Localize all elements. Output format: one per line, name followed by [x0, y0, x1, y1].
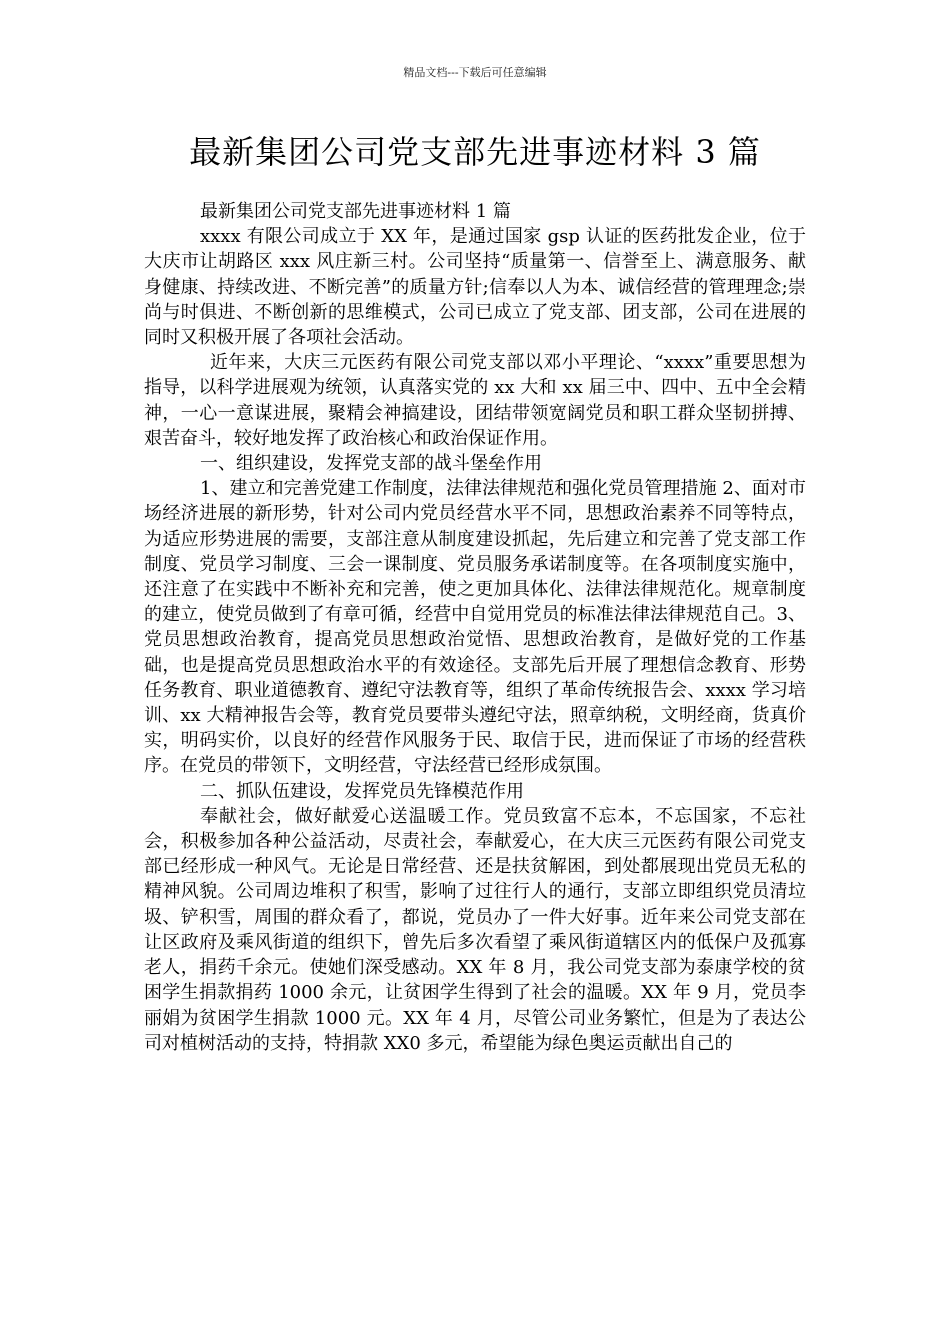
header-note: 精品文档---下载后可任意编辑: [403, 66, 547, 79]
overview-paragraph: 近年来，大庆三元医药有限公司党支部以邓小平理论、“xxxx”重要思想为指导，以科学进展观为统领，认真落实党的 xx 大和 xx 届三中、四中、五中全会精神，一心一意谋进展，聚精会神搞建设，团结带领宽阔党员和职工群众坚韧拼搏、艰苦奋斗，较好地发挥了政治核心和政治保证作用。: [144, 352, 806, 449]
document-body: [144, 199, 806, 1056]
section-heading-2: 二、抓队伍建设，发挥党员先锋模范作用: [200, 780, 524, 802]
section-body-1: 1、建立和完善党建工作制度，法律法律规范和强化党员管理措施 2、面对市场经济进展的新形势，针对公司内党员经营水平不同，思想政治素养不同等特点，为适应形势进展的需要，支部注意从制度建设抓起，先后建立和完善了党支部工作制度、党员学习制度、三会一课制度、党员服务承诺制度等。在各项制度实施中，还注意了在实践中不断补充和完善，使之更加具体化、法律法律规范化。规章制度的建立，使党员做到了有章可循，经营中自觉用党员的标准法律法律规范自己。3、党员思想政治教育，提高党员思想政治觉悟、思想政治教育，是做好党的工作基础，也是提高党员思想政治水平的有效途径。支部先后开展了理想信念教育、形势任务教育、职业道德教育、遵纪守法教育等，组织了革命传统报告会、xxxx 学习培训、xx 大精神报告会等，教育党员要带头遵纪守法，照章纳税，文明经商，货真价实，明码实价，以良好的经营作风服务于民、取信于民，进而保证了市场的经营秩序。在党员的带领下，文明经营，守法经营已经形成氛围。: [144, 478, 806, 777]
subtitle-paragraph: 最新集团公司党支部先进事迹材料 1 篇: [200, 201, 511, 222]
document-title: 最新集团公司党支部先进事迹材料 3 篇: [189, 133, 761, 171]
section-body-2: 奉献社会，做好献爱心送温暖工作。党员致富不忘本，不忘国家，不忘社会，积极参加各种公益活动，尽责社会，奉献爱心，在大庆三元医药有限公司党支部已经形成一种风气。无论是日常经营、还是扶贫解困，到处都展现出党员无私的精神风貌。公司周边堆积了积雪，影响了过往行人的通行，支部立即组织党员清垃圾、铲积雪，周围的群众看了，都说，党员办了一件大好事。近年来公司党支部在让区政府及乘风街道的组织下，曾先后多次看望了乘风街道辖区内的低保户及孤寡老人，捐药千余元。使她们深受感动。XX 年 8 月，我公司党支部为泰康学校的贫困学生捐款捐药 1000 余元，让贫困学生得到了社会的温暖。XX 年 9 月，党员李丽娟为贫困学生捐款 1000 元。XX 年 4 月，尽管公司业务繁忙，但是为了表达公司对植树活动的支持，特捐款 XX0 多元，希望能为绿色奥运贡献出自己的: [144, 805, 806, 1054]
section-heading-1: 一、组织建设，发挥党支部的战斗堡垒作用: [200, 453, 542, 475]
intro-paragraph: xxxx 有限公司成立于 XX 年，是通过国家 gsp 认证的医药批发企业，位于大庆市让胡路区 xxx 风庄新三村。公司坚持“质量第一、信誉至上、满意服务、献身健康、持续改进、不断完善”的质量方针;信奉以人为本、诚信经营的管理理念;崇尚与时俱进、不断创新的思维模式，公司已成立了党支部、团支部，公司在进展的同时又积极开展了各项社会活动。: [144, 226, 806, 349]
